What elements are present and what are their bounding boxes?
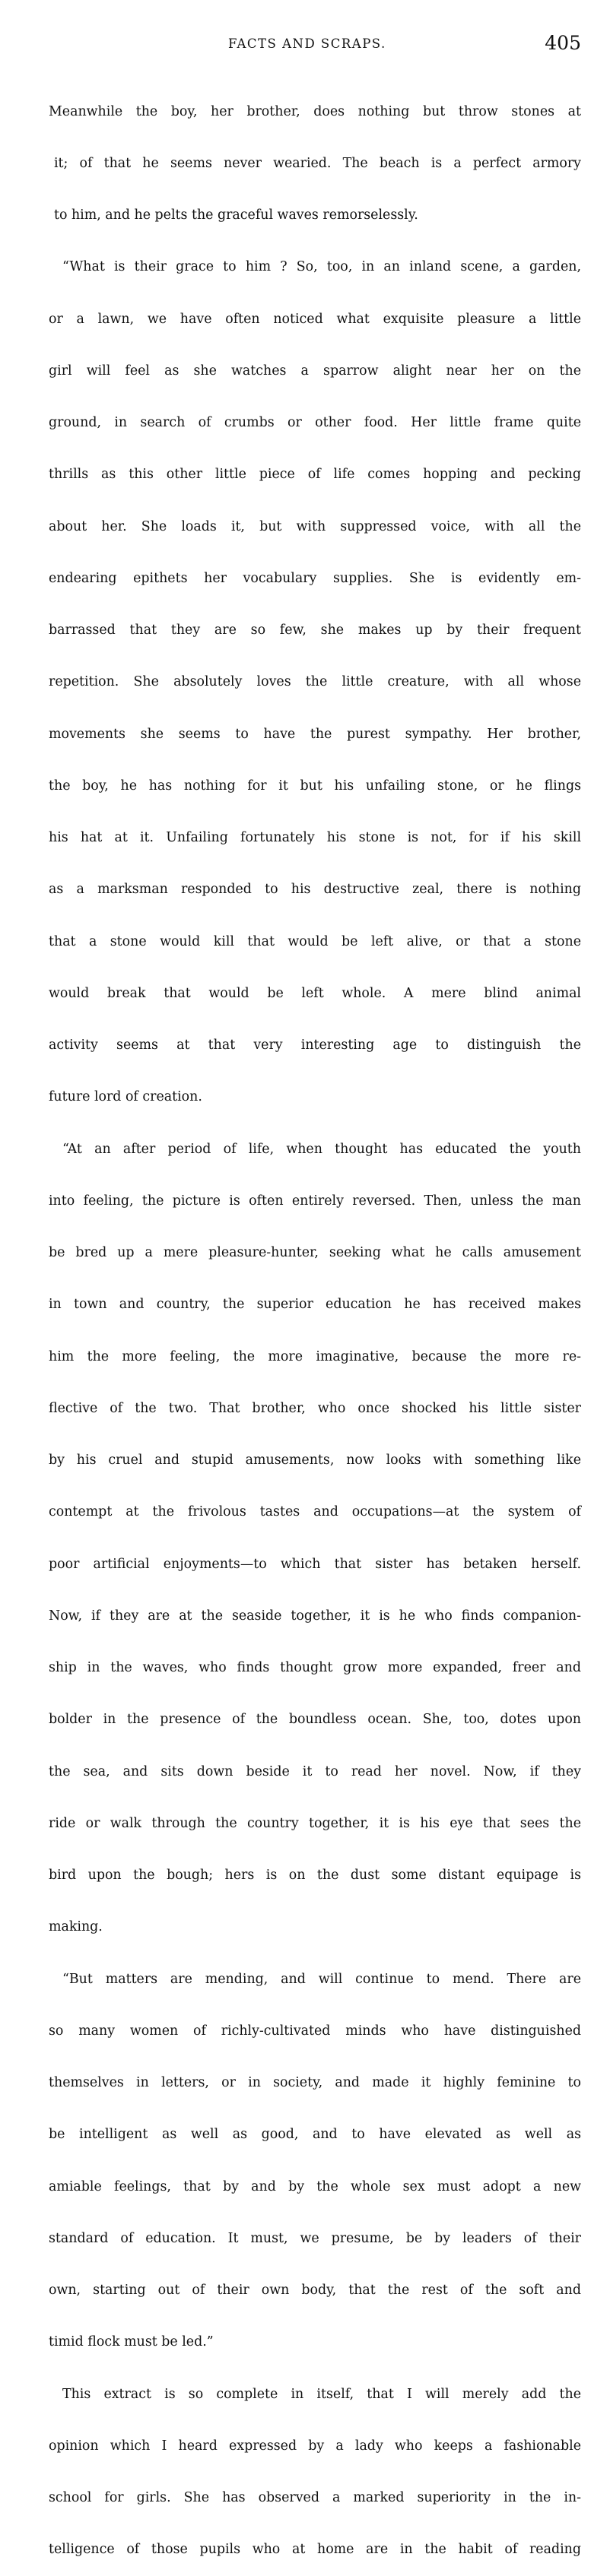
text-line: to him, and he pelts the graceful waves remorselessly. — [54, 208, 418, 223]
text-line: themselves in letters, or in society, and made it highly feminine to — [49, 2075, 581, 2090]
text-line: it; of that he seems never wearied. The beach is a perfect armory — [54, 155, 581, 171]
text-line: making. — [49, 1919, 103, 1935]
text-line: or a lawn, we have often noticed what exquisite pleasure a little — [49, 311, 581, 327]
text-line: opinion which I heard expressed by a lady who keeps a fashionable — [49, 2438, 581, 2454]
text-line: girl will feel as she watches a sparrow alight near her on the — [49, 363, 581, 379]
text-line: him the more feeling, the more imaginative, because the more re- — [49, 1348, 581, 1364]
text-line: barrassed that they are so few, she makes up by their frequent — [49, 623, 581, 638]
text-line: be intelligent as well as good, and to have elevated as well as — [49, 2127, 581, 2143]
text-line: the sea, and sits down beside it to read her novel. Now, if they — [49, 1763, 581, 1779]
text-line: endearing epithets her vocabulary supplies. She is evidently em- — [49, 570, 581, 586]
text-line: movements she seems to have the purest sympathy. Her brother, — [49, 726, 581, 742]
text-line: that a stone would kill that would be left alive, or that a stone — [49, 933, 581, 949]
text-line: in town and country, the superior education he has received makes — [49, 1297, 581, 1313]
text-line: thrills as this other little piece of life comes hopping and pecking — [49, 467, 581, 483]
text-line: ship in the waves, who finds thought grow more expanded, freer and — [49, 1660, 581, 1675]
text-line: activity seems at that very interesting age to distinguish the — [49, 1038, 581, 1053]
text-line: Meanwhile the boy, her brother, does nothing but throw stones at — [49, 103, 581, 119]
text-line: amiable feelings, that by and by the whole sex must adopt a new — [49, 2178, 581, 2194]
text-line: “But matters are mending, and will continue to mend. There are — [62, 1971, 581, 1987]
text-line: ride or walk through the country together, it is his eye that sees the — [49, 1815, 581, 1831]
body-text — [49, 68, 581, 2576]
text-line: bird upon the bough; hers is on the dust some distant equipage is — [49, 1868, 581, 1883]
text-line: ground, in search of crumbs or other food. Her little frame quite — [49, 415, 581, 430]
text-line: timid flock must be led.” — [49, 2334, 214, 2350]
text-line: flective of the two. That brother, who once shocked his little sister — [49, 1400, 581, 1416]
text-line: by his cruel and stupid amusements, now looks with something like — [49, 1453, 581, 1468]
text-line: “What is their grace to him ? So, too, in an inland scene, a garden, — [62, 259, 581, 275]
running-head: FACTS AND SCRAPS. — [228, 36, 386, 51]
text-line: into feeling, the picture is often entirely reversed. Then, unless the man — [49, 1193, 581, 1209]
text-line: repetition. She absolutely loves the little creature, with all whose — [49, 674, 581, 690]
text-line: poor artificial enjoyments—to which that sister has betaken herself. — [49, 1556, 581, 1572]
page-number: 405 — [545, 32, 581, 54]
text-line: telligence of those pupils who at home are in the habit of reading — [49, 2542, 581, 2558]
text-line: so many women of richly-cultivated minds who have distinguished — [49, 2023, 581, 2039]
text-line: school for girls. She has observed a marked superiority in the in- — [49, 2490, 581, 2505]
text-line: contempt at the frivolous tastes and occupations—at the system of — [49, 1504, 581, 1520]
text-line: Now, if they are at the seaside together, it is he who finds companion- — [49, 1608, 581, 1624]
text-line: standard of education. It must, we presume, be by leaders of their — [49, 2230, 581, 2246]
text-line: the boy, he has nothing for it but his unfailing stone, or he flings — [49, 778, 581, 794]
text-line: would break that would be left whole. A mere blind animal — [49, 985, 581, 1001]
text-line: about her. She loads it, but with suppressed voice, with all the — [49, 518, 581, 534]
page-header — [0, 30, 610, 61]
text-line: future lord of creation. — [49, 1089, 202, 1105]
text-line: bolder in the presence of the boundless ocean. She, too, dotes upon — [49, 1712, 581, 1728]
text-line: own, starting out of their own body, that the rest of the soft and — [49, 2283, 581, 2298]
text-line: as a marksman responded to his destructive zeal, there is nothing — [49, 882, 581, 898]
text-line: his hat at it. Unfailing fortunately his stone is not, for if his skill — [49, 830, 581, 845]
text-line: This extract is so complete in itself, that I will merely add the — [62, 2386, 581, 2402]
text-line: be bred up a mere pleasure-hunter, seeking what he calls amusement — [49, 1245, 581, 1260]
text-line: “At an after period of life, when thought has educated the youth — [62, 1141, 581, 1157]
